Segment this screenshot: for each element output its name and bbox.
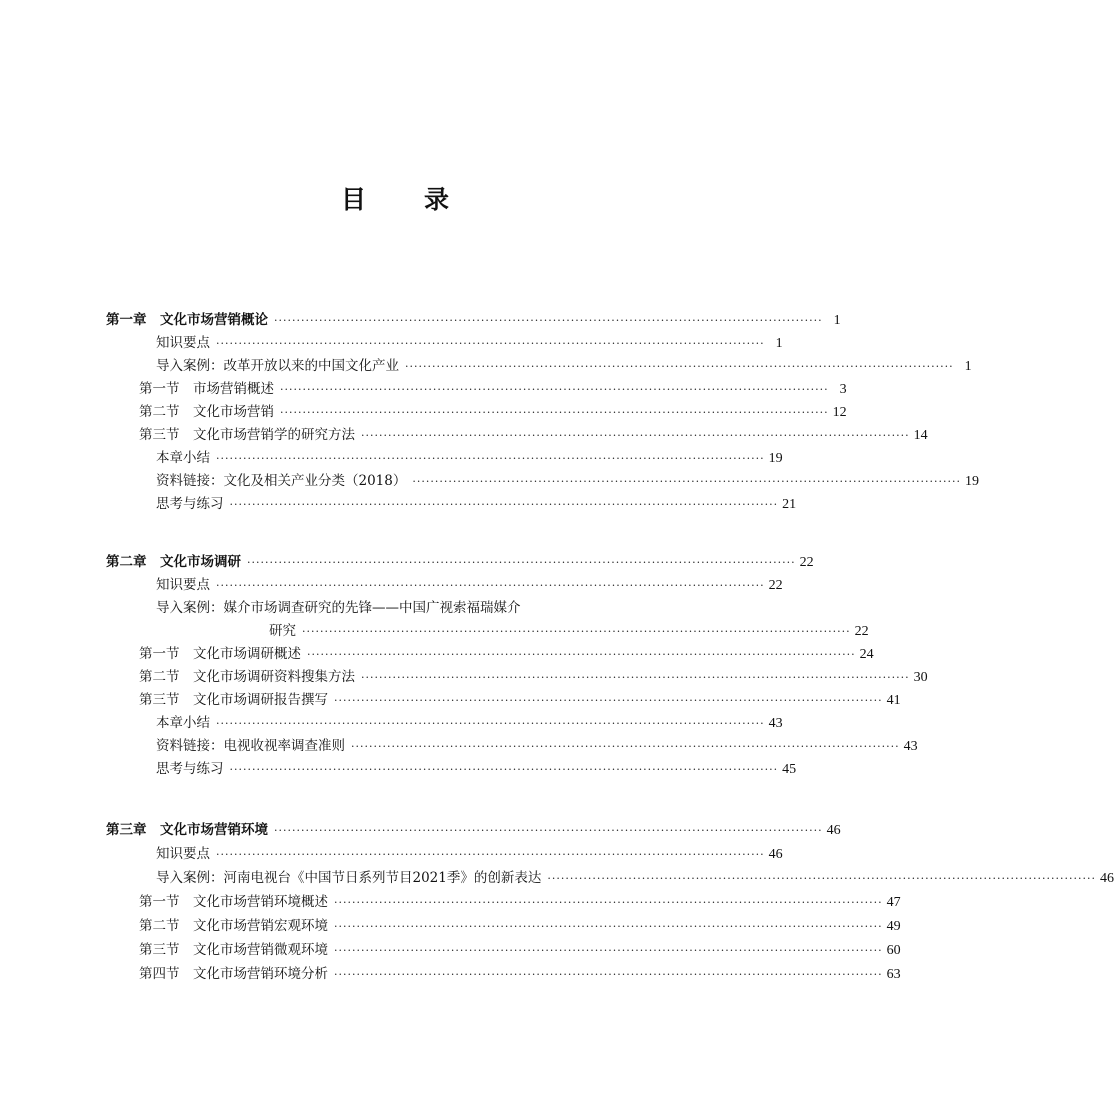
toc-page-number: 46 xyxy=(768,847,783,862)
dot-leader: ·························································································································· xyxy=(361,429,910,442)
toc-chapter[interactable] xyxy=(0,551,814,573)
page-title xyxy=(0,180,790,216)
toc-entry[interactable] xyxy=(0,378,847,400)
toc-entry[interactable] xyxy=(0,355,972,377)
toc-entry[interactable] xyxy=(0,712,790,734)
title-char-2: 录 xyxy=(424,185,450,214)
toc-entry[interactable] xyxy=(0,643,874,665)
toc-chapter-label: 第二章 文化市场调研 xyxy=(106,554,241,570)
toc-entry[interactable] xyxy=(0,891,901,913)
toc-entry-label: 第二节 文化市场营销 xyxy=(139,404,274,420)
toc-page-number: 22 xyxy=(768,578,783,593)
dot-leader: ·························································································································· xyxy=(405,360,954,373)
dot-leader: ·························································································································· xyxy=(216,848,765,861)
dot-leader: ·························································································································· xyxy=(216,579,765,592)
dot-leader: ·························································································································· xyxy=(547,872,1096,885)
dot-leader: ·························································································································· xyxy=(216,452,765,465)
toc-chapter-label: 第一章 文化市场营销概论 xyxy=(106,312,268,328)
toc-entry-label-continued: 研究 xyxy=(269,623,296,639)
toc-chapter-label: 第三章 文化市场营销环境 xyxy=(106,822,268,838)
toc-page-number: 14 xyxy=(913,428,928,443)
toc-entry-label: 资料链接：文化及相关产业分类（2018） xyxy=(156,473,407,489)
toc-page-number: 49 xyxy=(886,919,901,934)
toc-chapter[interactable] xyxy=(0,309,841,331)
toc-chapter[interactable] xyxy=(0,819,841,841)
toc-page-number: 41 xyxy=(886,693,901,708)
toc-entry-continuation[interactable] xyxy=(0,620,869,642)
toc-entry[interactable] xyxy=(0,470,979,492)
toc-page-number: 43 xyxy=(903,739,918,754)
toc-page-number: 24 xyxy=(859,647,874,662)
toc-entry-label: 知识要点 xyxy=(156,335,210,351)
toc-entry[interactable] xyxy=(0,332,790,354)
toc-entry[interactable] xyxy=(0,843,790,865)
toc-entry-label: 第二节 文化市场调研资料搜集方法 xyxy=(139,669,355,685)
toc-entry-label: 导入案例：河南电视台《中国节日系列节目2021季》的创新表达 xyxy=(156,870,542,886)
toc-entry[interactable] xyxy=(0,915,901,937)
toc-entry[interactable] xyxy=(0,867,1114,889)
toc-entry-label: 第四节 文化市场营销环境分析 xyxy=(139,966,328,982)
toc-entry[interactable] xyxy=(0,689,901,711)
dot-leader: ·························································································································· xyxy=(280,383,829,396)
toc-entry-label: 第三节 文化市场营销微观环境 xyxy=(139,942,328,958)
toc-page-number: 30 xyxy=(913,670,928,685)
toc-entry[interactable] xyxy=(0,447,790,469)
toc-entry-label: 第一节 市场营销概述 xyxy=(139,381,274,397)
dot-leader: ·························································································································· xyxy=(334,896,883,909)
dot-leader: ·························································································································· xyxy=(334,944,883,957)
toc-entry-label: 知识要点 xyxy=(156,846,210,862)
toc-entry-label: 思考与练习 xyxy=(156,761,224,777)
toc-page-number: 43 xyxy=(768,716,783,731)
title-char-1: 目 xyxy=(340,185,366,214)
dot-leader: ·························································································································· xyxy=(412,475,961,488)
toc-page-number: 46 xyxy=(826,823,841,838)
toc-page-number: 22 xyxy=(854,624,869,639)
dot-leader: ·························································································································· xyxy=(334,694,883,707)
toc-entry-label: 第一节 文化市场调研概述 xyxy=(139,646,301,662)
toc-entry-label: 思考与练习 xyxy=(156,496,224,512)
dot-leader: ·························································································································· xyxy=(216,337,765,350)
toc-page-number: 1 xyxy=(833,313,841,328)
toc-entry-label: 第三节 文化市场营销学的研究方法 xyxy=(139,427,355,443)
toc-page-number: 19 xyxy=(768,451,783,466)
toc-page-number: 3 xyxy=(839,382,847,397)
toc-entry[interactable] xyxy=(0,401,847,423)
toc-entry-label: 导入案例：改革开放以来的中国文化产业 xyxy=(156,358,399,374)
toc-page-number: 46 xyxy=(1099,871,1114,886)
toc-page-number: 21 xyxy=(782,497,797,512)
toc-page-number: 47 xyxy=(886,895,901,910)
dot-leader: ·························································································································· xyxy=(351,740,900,753)
dot-leader: ·························································································································· xyxy=(334,920,883,933)
toc-entry-label: 第二节 文化市场营销宏观环境 xyxy=(139,918,328,934)
toc-entry[interactable] xyxy=(0,735,918,757)
toc-page-number: 1 xyxy=(964,359,972,374)
toc-page-number: 1 xyxy=(775,336,783,351)
toc-page-number: 45 xyxy=(782,762,797,777)
toc-entry[interactable] xyxy=(0,666,928,688)
toc-entry[interactable] xyxy=(0,939,901,961)
dot-leader: ·························································································································· xyxy=(307,648,856,661)
dot-leader: ·························································································································· xyxy=(229,498,779,511)
toc-entry[interactable] xyxy=(0,963,901,985)
toc-entry[interactable] xyxy=(0,493,797,515)
toc-entry-label: 第一节 文化市场营销环境概述 xyxy=(139,894,328,910)
dot-leader: ·························································································································· xyxy=(302,625,851,638)
toc-entry-label: 本章小结 xyxy=(156,715,210,731)
dot-leader: ·························································································································· xyxy=(274,824,823,837)
toc-entry-label: 第三节 文化市场调研报告撰写 xyxy=(139,692,328,708)
toc-entry-label: 知识要点 xyxy=(156,577,210,593)
dot-leader: ·························································································································· xyxy=(334,968,883,981)
dot-leader: ·························································································································· xyxy=(274,314,823,327)
dot-leader: ·························································································································· xyxy=(229,763,779,776)
dot-leader: ·························································································································· xyxy=(280,406,829,419)
dot-leader: ·························································································································· xyxy=(247,556,796,569)
toc-entry[interactable] xyxy=(0,758,797,780)
dot-leader: ·························································································································· xyxy=(361,671,910,684)
toc-entry-first-line[interactable] xyxy=(0,597,790,619)
toc-entry-label: 导入案例：媒介市场调查研究的先锋——中国广视索福瑞媒介 xyxy=(156,600,521,616)
toc-page-number: 12 xyxy=(832,405,847,420)
toc-page-number: 22 xyxy=(799,555,814,570)
toc-page-number: 63 xyxy=(886,967,901,982)
toc-entry-label: 资料链接：电视收视率调查准则 xyxy=(156,738,345,754)
toc-page-number: 19 xyxy=(964,474,979,489)
toc-entry[interactable] xyxy=(0,574,790,596)
toc-page-number: 60 xyxy=(886,943,901,958)
toc-entry-label: 本章小结 xyxy=(156,450,210,466)
dot-leader: ·························································································································· xyxy=(216,717,765,730)
toc-entry[interactable] xyxy=(0,424,928,446)
